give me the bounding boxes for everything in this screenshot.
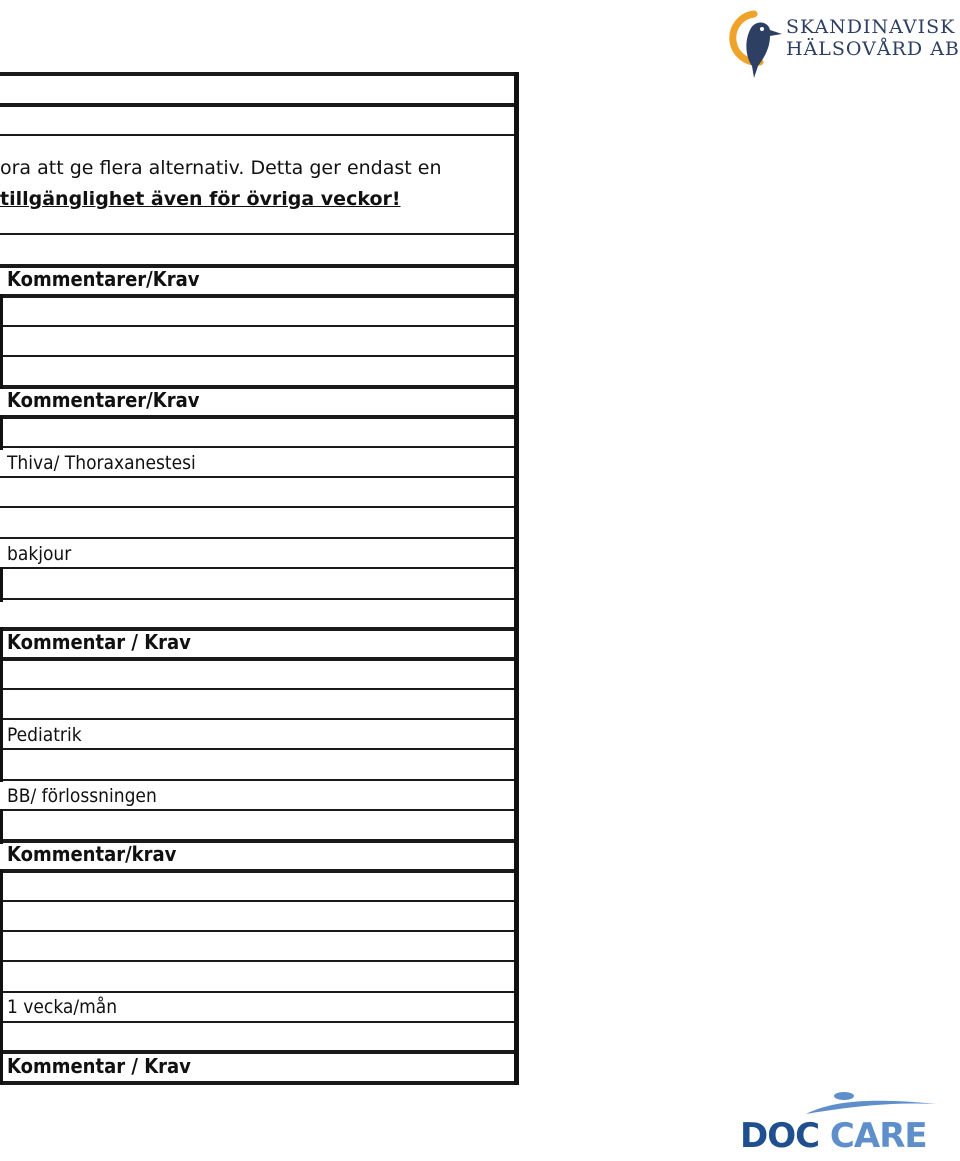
grid-line [0,809,516,811]
grid-line [0,779,516,781]
grid-line [0,325,516,327]
cell-comment-header: Kommentarer/Krav [7,388,200,412]
grid-line [0,718,516,720]
grid-line [0,233,516,235]
kingfisher-bird-icon [724,8,784,84]
grid-line [0,1081,516,1085]
grid-line [0,688,516,690]
table-left-border [0,415,3,450]
cell-specialty: bakjour [7,543,72,565]
grid-line [0,103,516,107]
grid-line [0,134,516,136]
grid-line [0,748,516,750]
grid-line [0,567,516,569]
table-right-border [514,72,519,1085]
table-left-border [0,869,3,1084]
cell-specialty: Pediatrik [7,724,82,746]
cell-specialty: Thiva/ Thoraxanestesi [7,452,196,474]
logo-word-doc: DOC [740,1116,820,1156]
cell-comment-header: Kommentar/krav [7,842,177,866]
instruction-note-line1: ora att ge flera alternativ. Detta ger endast en [0,157,442,179]
grid-line [0,1021,516,1023]
grid-line [0,869,516,873]
table-left-border [0,809,3,844]
cell-comment-header: Kommentarer/Krav [7,267,200,291]
logo-word-care: CARE [829,1116,927,1156]
logo-text-line2: HÄLSOVÅRD AB [786,38,960,60]
instruction-note-line2: tillgänglighet även för övriga veckor! [0,188,401,210]
cell-comment-header: Kommentar / Krav [7,1054,191,1078]
grid-line [0,960,516,962]
grid-line [0,294,516,298]
grid-line [0,991,516,993]
cell-frequency: 1 vecka/mån [7,996,118,1018]
grid-line [0,900,516,902]
cell-comment-header: Kommentar / Krav [7,630,191,654]
grid-line [0,415,516,419]
grid-line [0,657,516,661]
grid-line [0,598,516,600]
grid-line [0,930,516,932]
skandinavisk-halsovard-logo [724,8,960,84]
grid-line [0,446,516,448]
grid-line [0,72,516,76]
table-left-border [0,294,3,389]
grid-line [0,506,516,508]
logo-text-line1: SKANDINAVISK [786,16,956,38]
doccare-logo [738,1090,948,1156]
table-left-border [0,567,3,602]
grid-line [0,355,516,357]
cell-specialty: BB/ förlossningen [7,785,157,807]
table-left-border [0,627,3,782]
grid-line [0,537,516,539]
grid-line [0,476,516,478]
